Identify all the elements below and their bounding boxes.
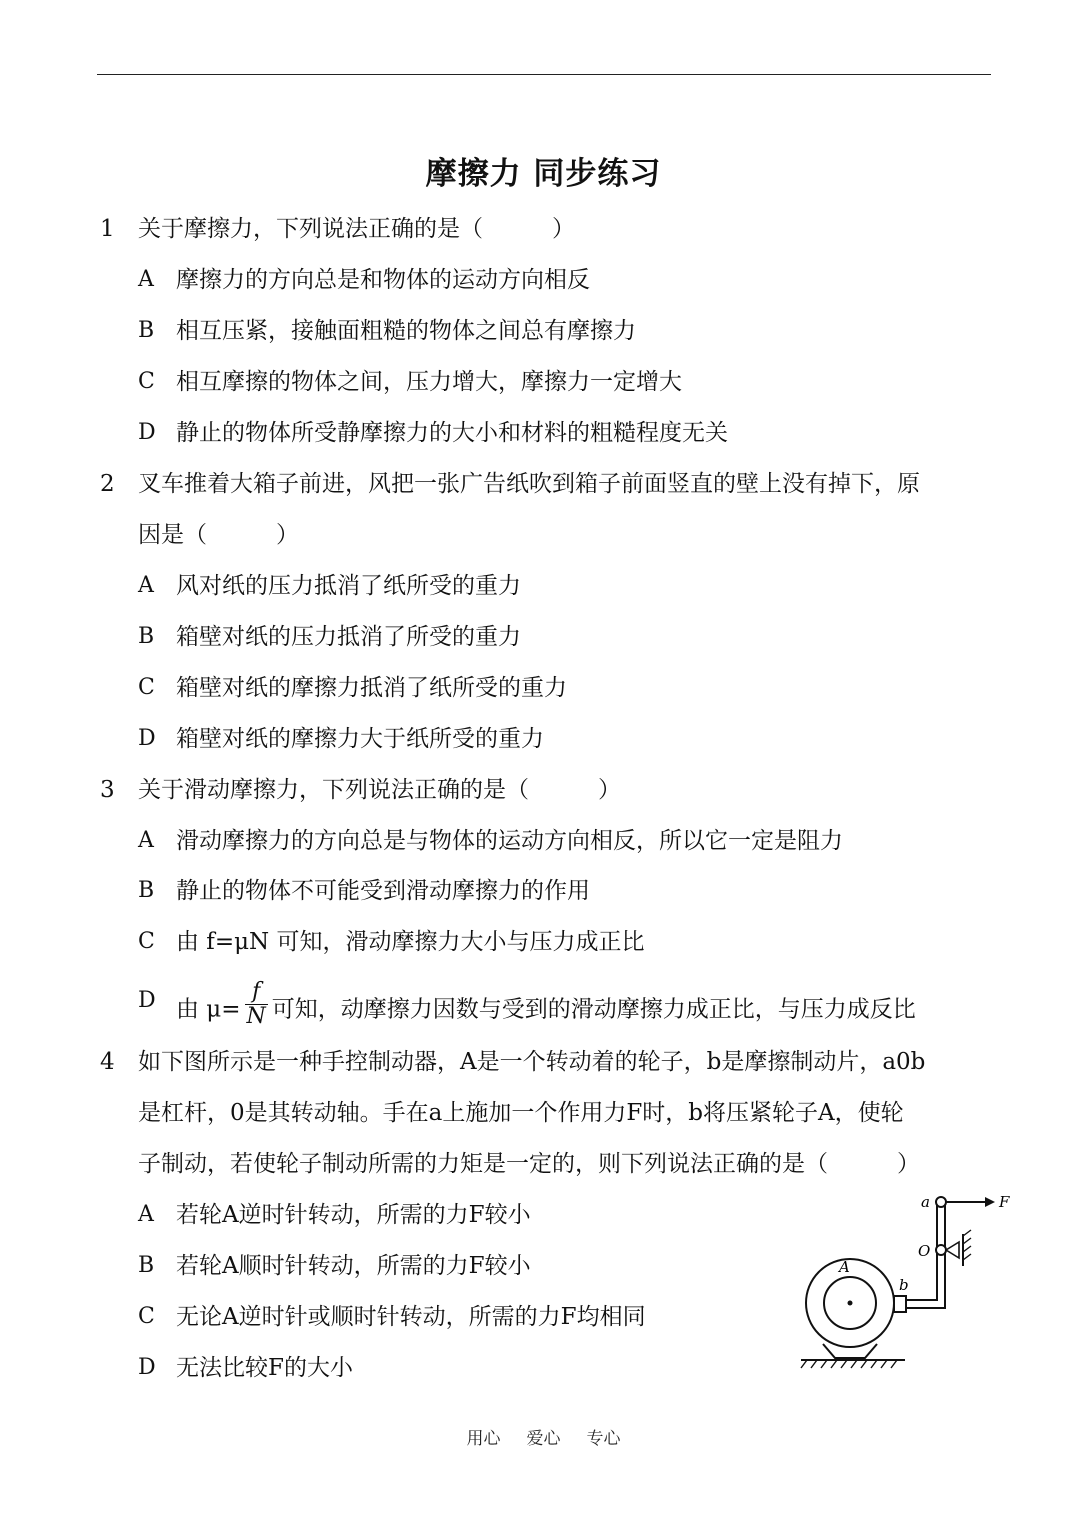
- wheel-axle: [848, 1301, 853, 1306]
- question-number: 3: [100, 777, 115, 803]
- option-text: 若轮A顺时针转动，所需的力F较小: [176, 1253, 531, 1279]
- option-letter: C: [138, 1304, 155, 1329]
- option-letter: C: [138, 675, 155, 700]
- option-letter: D: [138, 726, 156, 751]
- option-letter: C: [138, 929, 155, 954]
- brake-diagram: [795, 1190, 1020, 1375]
- option-text: 滑动摩擦力的方向总是与物体的运动方向相反，所以它一定是阻力: [176, 828, 843, 854]
- option-text: 箱壁对纸的摩擦力大于纸所受的重力: [176, 726, 544, 752]
- question-text: 是杠杆，0是其转动轴。手在a上施加一个作用力F时，b将压紧轮子A，使轮: [138, 1100, 904, 1126]
- label-b: b: [899, 1276, 909, 1294]
- option-text: 静止的物体所受静摩擦力的大小和材料的粗糙程度无关: [176, 420, 728, 446]
- question-number: 4: [100, 1049, 115, 1075]
- label-a: a: [921, 1193, 930, 1211]
- wall-hatch: [963, 1230, 971, 1260]
- option-letter: B: [138, 624, 155, 649]
- fraction: [245, 980, 268, 1029]
- ground-hatch: [801, 1360, 897, 1368]
- header-rule: [97, 74, 991, 75]
- question-text: 子制动，若使轮子制动所需的力矩是一定的，则下列说法正确的是（ ）: [138, 1151, 920, 1177]
- option-letter: B: [138, 318, 155, 343]
- joint-a: [936, 1197, 946, 1207]
- question-number: 2: [100, 471, 115, 497]
- page-footer: [0, 1424, 1087, 1449]
- option-text: 风对纸的压力抵消了纸所受的重力: [176, 573, 521, 599]
- option-text: 无法比较F的大小: [176, 1355, 353, 1381]
- option-text: 静止的物体不可能受到滑动摩擦力的作用: [176, 878, 590, 904]
- fraction-denominator: N: [246, 1004, 266, 1029]
- label-O: O: [918, 1242, 931, 1260]
- pivot-bracket: [946, 1242, 959, 1258]
- option-letter: D: [138, 988, 156, 1013]
- option-letter: D: [138, 1355, 156, 1380]
- question-text: 关于滑动摩擦力，下列说法正确的是（ ）: [138, 777, 621, 803]
- pivot-o: [936, 1245, 946, 1255]
- formula-prefix: 由 μ=: [176, 996, 241, 1023]
- fraction-numerator: f: [245, 980, 268, 1005]
- question-text: 如下图所示是一种手控制动器，A是一个转动着的轮子，b是摩擦制动片，a0b: [138, 1049, 926, 1075]
- question-number: 1: [100, 216, 115, 242]
- footer-item: 用心: [466, 1429, 501, 1449]
- option-letter: C: [138, 369, 155, 394]
- option-text: 无论A逆时针或顺时针转动，所需的力F均相同: [176, 1304, 646, 1330]
- page-title: 摩擦力 同步练习: [425, 156, 662, 192]
- option-letter: B: [138, 1253, 155, 1278]
- question-text: 因是（ ）: [138, 522, 299, 548]
- question-text: 叉车推着大箱子前进，风把一张广告纸吹到箱子前面竖直的壁上没有掉下，原: [138, 471, 920, 497]
- option-letter: D: [138, 420, 156, 445]
- option-letter: A: [138, 267, 154, 292]
- option-letter: A: [138, 828, 154, 853]
- footer-item: 专心: [586, 1429, 621, 1449]
- option-text: 箱壁对纸的摩擦力抵消了纸所受的重力: [176, 675, 567, 701]
- brake-pad: [894, 1296, 906, 1312]
- label-A: A: [839, 1258, 850, 1276]
- option-text: 箱壁对纸的压力抵消了所受的重力: [176, 624, 521, 650]
- option-text: 由 f=μN 可知，滑动摩擦力大小与压力成正比: [176, 929, 645, 955]
- option-text: 相互摩擦的物体之间，压力增大，摩擦力一定增大: [176, 369, 682, 395]
- option-text-formula: [176, 979, 916, 1035]
- option-letter: A: [138, 573, 154, 598]
- question-text: 关于摩擦力，下列说法正确的是（ ）: [138, 216, 575, 242]
- option-text: 摩擦力的方向总是和物体的运动方向相反: [176, 267, 590, 293]
- option-text: 相互压紧，接触面粗糙的物体之间总有摩擦力: [176, 318, 636, 344]
- formula-suffix: 可知，动摩擦力因数与受到的滑动摩擦力成正比，与压力成反比: [271, 996, 916, 1023]
- label-F: F: [999, 1193, 1010, 1211]
- footer-item: 爱心: [526, 1429, 561, 1449]
- option-text: 若轮A逆时针转动，所需的力F较小: [176, 1202, 531, 1228]
- option-letter: A: [138, 1202, 154, 1227]
- option-letter: B: [138, 878, 155, 903]
- force-arrow-head: [985, 1197, 995, 1207]
